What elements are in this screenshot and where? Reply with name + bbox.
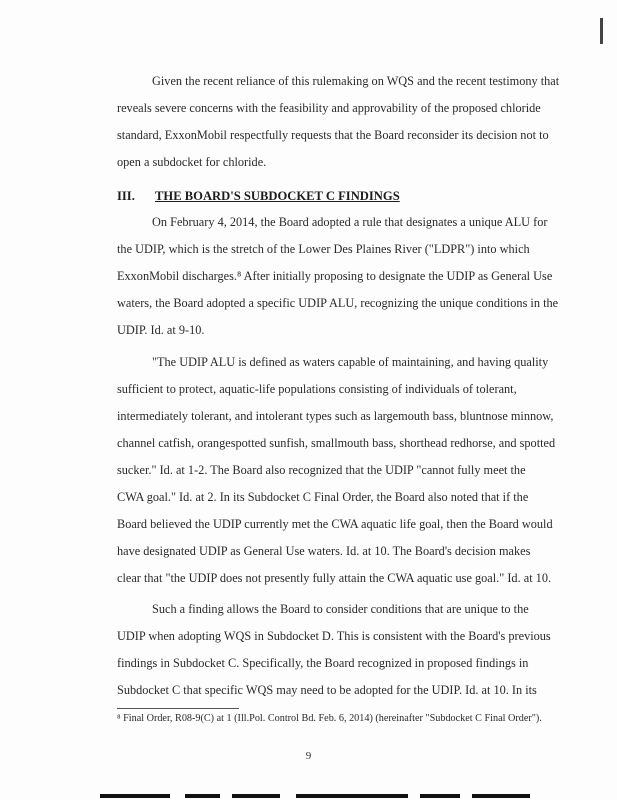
text-line: waters, the Board adopted a specific UDIP ALU, recognizing the unique conditions in the bbox=[117, 296, 559, 310]
section-title: THE BOARD'S SUBDOCKET C FINDINGS bbox=[155, 189, 400, 203]
section-number: III. bbox=[117, 189, 135, 203]
text-line: intermediately tolerant, and intolerant types such as largemouth bass, bluntnose minnow, bbox=[117, 409, 554, 423]
text-line: findings in Subdocket C. Specifically, the Board recognized in proposed findings in bbox=[117, 656, 529, 670]
text-line: Board believed the UDIP currently met the CWA aquatic life goal, then the Board would bbox=[117, 517, 553, 531]
text-line: On February 4, 2014, the Board adopted a rule that designates a unique ALU for bbox=[152, 215, 548, 229]
scan-edge-mark bbox=[600, 18, 603, 44]
text-line: UDIP. Id. at 9-10. bbox=[117, 323, 205, 337]
text-line: have designated UDIP as General Use waters. Id. at 10. The Board's decision makes bbox=[117, 544, 531, 558]
text-line: Subdocket C that specific WQS may need to be adopted for the UDIP. Id. at 10. In its bbox=[117, 683, 537, 697]
text-line: CWA goal." Id. at 2. In its Subdocket C Final Order, the Board also noted that if the bbox=[117, 490, 529, 504]
text-line: ExxonMobil discharges.⁸ After initially proposing to designate the UDIP as General Use bbox=[117, 269, 553, 283]
text-line: channel catfish, orangespotted sunfish, smallmouth bass, shorthead redhorse, and spotted bbox=[117, 436, 556, 450]
text-line: reveals severe concerns with the feasibility and approvability of the proposed chloride bbox=[117, 101, 541, 115]
page-number: 9 bbox=[305, 750, 312, 762]
footnote: ⁸ Final Order, R08-9(C) at 1 (Ill.Pol. Control Bd. Feb. 6, 2014) (hereinafter "Subdocket C Final Order"). bbox=[117, 713, 542, 724]
text-line: sufficient to protect, aquatic-life populations consisting of individuals of tolerant, bbox=[117, 382, 517, 396]
text-line: sucker." Id. at 1-2. The Board also recognized that the UDIP "cannot fully meet the bbox=[117, 463, 526, 477]
text-line: the UDIP, which is the stretch of the Lower Des Plaines River ("LDPR") into which bbox=[117, 242, 530, 256]
text-line: Such a finding allows the Board to consider conditions that are unique to the bbox=[152, 602, 529, 616]
footnote-divider bbox=[117, 708, 239, 709]
text-line: open a subdocket for chloride. bbox=[117, 155, 267, 169]
scan-bottom-edge bbox=[0, 792, 617, 800]
text-line: UDIP when adopting WQS in Subdocket D. This is consistent with the Board's previous bbox=[117, 629, 551, 643]
text-line: standard, ExxonMobil respectfully requests that the Board reconsider its decision not to bbox=[117, 128, 549, 142]
text-line: clear that "the UDIP does not presently fully attain the CWA aquatic use goal." Id. at 10. bbox=[117, 571, 552, 585]
text-line: Given the recent reliance of this rulemaking on WQS and the recent testimony that bbox=[152, 74, 560, 88]
text-line: "The UDIP ALU is defined as waters capable of maintaining, and having quality bbox=[152, 355, 549, 369]
section-heading bbox=[117, 189, 400, 204]
